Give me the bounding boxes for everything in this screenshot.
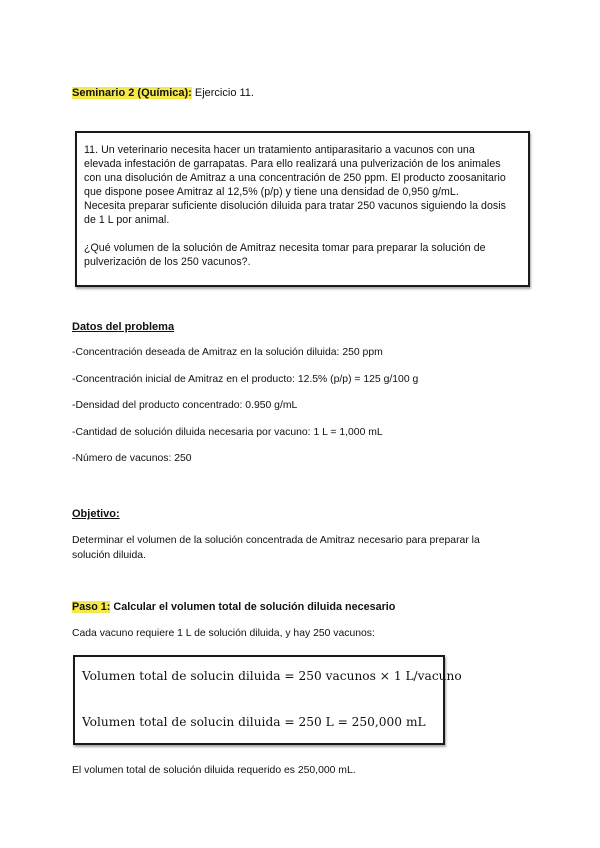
equation-line: Volumen total de solucin diluida = 250 L = 250,000 mL — [82, 715, 426, 729]
problem-line: Necesita preparar suficiente disolución diluida para tratar 250 vacunos siguiendo la dosis — [84, 200, 507, 212]
seminar-label: Seminario 2 (Química): — [72, 87, 192, 99]
datos-title: Datos del problema — [72, 321, 175, 333]
equation-line: Volumen total de solucin diluida = 250 vacunos × 1 L/vacuno — [82, 669, 462, 683]
equation-box — [73, 655, 462, 745]
problem-line: de 1 L por animal. — [84, 214, 170, 226]
page-header — [72, 87, 254, 99]
question-line: ¿Qué volumen de la solución de Amitraz necesita tomar para preparar la solución de — [84, 242, 486, 254]
dato-item: -Número de vacunos: 250 — [72, 453, 192, 464]
dato-item: -Densidad del producto concentrado: 0.950 g/mL — [72, 400, 298, 411]
problem-line: que dispone posee Amitraz al 12,5% (p/p) y tiene una densidad de 0,950 g/mL. — [84, 186, 459, 198]
exercise-label: Ejercicio 11. — [191, 87, 254, 99]
step-1-label: Paso 1: — [72, 601, 111, 613]
objetivo-line: Determinar el volumen de la solución concentrada de Amitraz necesario para preparar la — [72, 535, 480, 546]
step-1-intro: Cada vacuno requiere 1 L de solución diluida, y hay 250 vacunos: — [72, 628, 375, 639]
problem-statement-box — [75, 131, 530, 287]
question-line: pulverización de los 250 vacunos?. — [84, 256, 251, 268]
objetivo-text — [72, 533, 522, 563]
dato-item: -Concentración deseada de Amitraz en la solución diluida: 250 ppm — [72, 347, 383, 358]
step-1-title: Calcular el volumen total de solución diluida necesario — [110, 601, 396, 613]
problem-line: 11. Un veterinario necesita hacer un tratamiento antiparasitario a vacunos con una — [84, 144, 475, 156]
problem-line: con una disolución de Amitraz a una concentración de 250 ppm. El producto zoosanitario — [84, 172, 506, 184]
step-1-result: El volumen total de solución diluida requerido es 250,000 mL. — [72, 765, 356, 776]
objetivo-title: Objetivo: — [72, 508, 120, 520]
problem-line: elevada infestación de garrapatas. Para ello realizará una pulverización de los animales — [84, 158, 501, 170]
objetivo-line: solución diluida. — [72, 550, 146, 561]
dato-item: -Cantidad de solución diluida necesaria por vacuno: 1 L = 1,000 mL — [72, 427, 383, 438]
dato-item: -Concentración inicial de Amitraz en el producto: 12.5% (p/p) = 125 g/100 g — [72, 374, 419, 385]
step-1-heading — [72, 601, 395, 613]
